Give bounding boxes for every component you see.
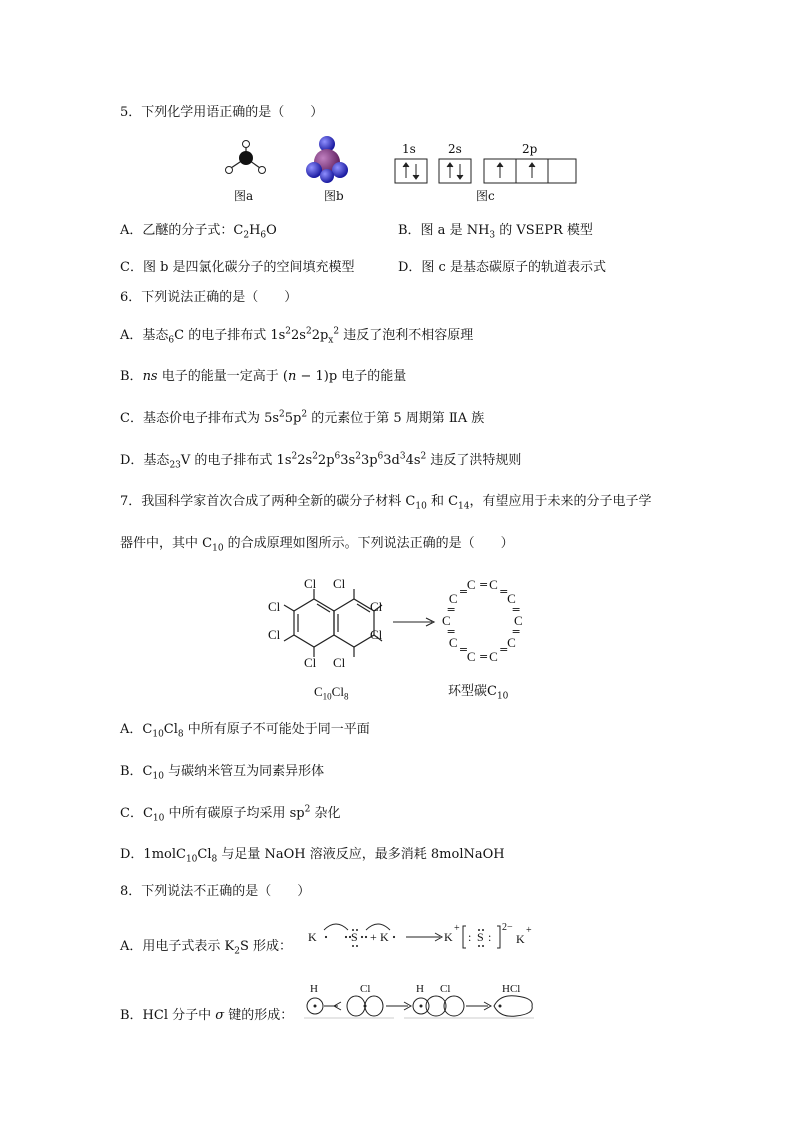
q6-d-text: 违反了洪特规则 [426,453,522,468]
q7-d-text: Cl [197,847,212,862]
q7-text: 和 C [426,494,459,509]
q6-b-text: − 1)p 电子的能量 [296,369,407,384]
ring-carbon-atom: C [448,590,458,606]
q7-c-text: C．C [120,806,153,821]
q6-a-sub: 6 [168,335,175,346]
caption-sub: 10 [322,691,332,702]
fig-c-orbital-diagram [392,140,582,188]
q5-b-text: 的 VSEPR 模型 [495,223,593,238]
caption-text: C [314,684,323,699]
q5-stem: 5．下列化学用语正确的是（ ） [120,105,324,120]
ring-double-bond: = [479,577,489,591]
hcl-sigma-bond-diagram [304,978,538,1024]
q5-b-sub: 3 [489,230,496,241]
q8-option-b[interactable] [120,1007,293,1025]
fig-b-space-filling-model [302,132,352,188]
ring-carbon-atom: C [507,590,516,606]
q7-d-text: D．1molC [120,847,186,862]
ring-carbon-atom: C [466,649,476,665]
q7-b-text: B．C [120,764,153,779]
q6-a-text: C 的电子排布式 1s [174,328,286,343]
q5-a-sub: 6 [260,230,267,241]
cl-label: Cl [333,576,346,591]
fig-b-caption: 图b [324,189,344,203]
q6-d-text: 3s [340,453,356,468]
q6-b-italic: ns [142,369,158,384]
q6-d-sup: 2 [355,451,361,462]
q7-a-text: 中所有原子不可能处于同一平面 [183,722,370,737]
q7-d-text: 与足量 NaOH 溶液反应，最多消耗 8molNaOH [217,847,505,862]
q6-a-sup: 2 [285,326,292,337]
h-atom [243,141,250,148]
q7-text: 7．我国科学家首次合成了两种全新的碳分子材料 C [120,494,416,509]
ring-double-bond: = [446,625,456,639]
ring-carbon-atom: C [514,613,523,628]
q7-a-text: A．C [120,722,153,737]
s-atom: S [351,930,358,944]
cl-label: Cl [268,627,281,642]
fig-c-caption: 图c [476,189,495,203]
q7-b-sub: 10 [152,771,164,782]
ring-double-bond: = [499,643,509,657]
ring-double-bond: = [511,625,521,639]
q7-text: ，有望应用于未来的分子电子学 [469,494,652,509]
ring-carbon-atom: C [466,576,476,592]
cl-label: Cl [360,983,371,995]
q6-d-text: 2p [317,453,335,468]
q6-b-text: 电子的能量一定高于 ( [157,369,288,384]
q6-stem: 6．下列说法正确的是（ ） [120,290,298,305]
q6-a-text: 2s [291,328,306,343]
h-atom [226,167,233,174]
ring-double-bond: = [458,643,469,657]
q7-d-sub: 8 [211,854,218,865]
ring-carbon-atom: C [448,635,458,651]
colon: : [468,930,472,944]
q7-stem-line2 [120,535,514,553]
q6-d-sup: 2 [312,451,318,462]
fig-a-caption: 图a [234,189,254,203]
cyclo-c10-caption [448,683,508,701]
q6-option-a[interactable] [120,327,473,345]
q5-option-a[interactable] [120,222,277,240]
q6-d-text: V 的电子排布式 1s [180,453,292,468]
q8-option-a[interactable] [120,938,292,956]
q6-d-sup: 2 [420,451,427,462]
ring-carbon-atom: C [489,649,498,665]
k-ion: K [516,932,525,946]
q7-sub: 10 [415,501,427,512]
ring-carbon-atom: C [489,576,498,592]
q7-a-sub: 10 [152,729,164,740]
q5-a-sub: 2 [243,230,250,241]
k-atom: K [308,930,317,944]
q5-option-d[interactable]: D．图 c 是基态碳原子的轨道表示式 [398,260,606,275]
q6-option-b[interactable] [120,368,406,386]
plus-sign: + [370,930,377,944]
q5-option-c[interactable]: C．图 b 是四氯化碳分子的空间填充模型 [120,260,355,275]
q7-option-d[interactable] [120,846,505,864]
h-label: H [310,983,318,995]
q6-d-text: D．基态 [120,453,170,468]
caption-text: 环型碳C [448,684,497,699]
q5-a-text: A．乙醚的分子式：C [120,223,244,238]
cl-label: Cl [333,655,346,670]
q8-b-text: 键的形成： [224,1008,294,1023]
cl-label: Cl [370,599,383,614]
q6-c-text: 5p [284,411,302,426]
caption-sub: 8 [343,691,349,702]
cl-label: Cl [304,655,317,670]
cyclo-c10-ring [438,574,528,668]
q8-a-text: A．用电子式表示 K [120,939,235,954]
q5-b-text: B．图 a 是 NH [398,223,490,238]
q7-a-text: Cl [163,722,178,737]
orbital-label-1s: 1s [402,142,416,156]
q7-option-a[interactable] [120,721,370,739]
c10cl8-caption [314,683,348,701]
q6-d-sup: 6 [334,451,341,462]
q6-a-sup: 2 [305,326,312,337]
q6-c-text: C．基态价电子排布式为 5s [120,411,280,426]
q7-c-text: 杂化 [310,806,341,821]
q6-d-text: 4s [405,453,421,468]
cl-label: Cl [370,627,383,642]
q7-option-c[interactable] [120,805,341,823]
q8-b-text: B．HCl 分子中 [120,1008,216,1023]
orbital-label-2p: 2p [522,142,538,156]
h-label: H [416,983,424,995]
q6-a-sub: x [328,335,334,346]
q5-a-text: O [266,223,277,238]
q6-c-sup: 2 [279,409,285,420]
h-atom [259,167,266,174]
q8-a-text: S 形成： [239,939,293,954]
q7-a-sub: 8 [177,729,184,740]
q6-b-text: B． [120,369,143,384]
c10cl8-structure [262,573,392,673]
q6-a-text: 2p [311,328,329,343]
s-ion-charge: 2− [502,922,513,933]
q8-stem: 8．下列说法不正确的是（ ） [120,884,311,899]
k-ion-charge: + [454,923,460,934]
q6-c-text: 的元素位于第 5 周期第 ⅡA 族 [307,411,485,426]
ring-double-bond: = [479,650,489,664]
q5-option-b[interactable] [398,222,593,240]
q5-a-text: H [249,223,261,238]
q6-option-c[interactable] [120,410,484,428]
reaction-arrow [392,616,436,628]
ring-double-bond: = [446,602,456,616]
q7-sub: 14 [458,501,470,512]
q8-a-sub: 2 [234,946,240,957]
ring-carbon-atom: C [442,613,451,628]
cl-label: Cl [268,599,281,614]
q6-d-sup: 2 [291,451,298,462]
s-ion: S [477,930,484,944]
q7-c-sub: 10 [152,813,165,824]
q7-text: 的合成原理如图所示。下列说法正确的是（ ） [223,536,514,551]
q6-a-text: 违反了泡利不相容原理 [339,328,474,343]
q6-d-text: 2s [297,453,313,468]
orbital-label-2s: 2s [448,142,462,156]
q7-c-sup: 2 [304,804,311,815]
k2s-electron-formula [306,918,538,960]
q6-d-sub: 23 [169,460,181,471]
ring-carbon-atom: C [507,635,516,651]
cl-label: Cl [440,983,451,995]
k-ion-charge: + [526,925,532,936]
q6-d-sup: 3 [399,451,406,462]
q6-c-sup: 2 [301,409,308,420]
sigma-symbol: σ [215,1008,225,1023]
q6-a-sup: 2 [333,326,340,337]
caption-text: Cl [331,684,344,699]
q6-option-d[interactable] [120,452,521,470]
cl-label: Cl [304,576,317,591]
k-atom: K [380,930,389,944]
ring-double-bond: = [458,584,469,598]
hcl-label: HCl [502,983,521,995]
q7-d-sub: 10 [185,854,198,865]
colon: : [488,930,492,944]
ring-double-bond: = [511,602,521,616]
n-atom [239,151,253,165]
q7-option-b[interactable] [120,763,324,781]
q6-d-sup: 6 [377,451,384,462]
q7-b-text: 与碳纳米管互为同素异形体 [163,764,325,779]
caption-sub: 10 [496,691,509,702]
q6-a-text: A．基态 [120,328,169,343]
q7-c-text: 中所有碳原子均采用 sp [164,806,305,821]
k-ion: K [444,930,453,944]
q7-text: 器件中，其中 C [120,536,213,551]
q7-stem-line1 [120,493,652,511]
q6-d-text: 3p [360,453,378,468]
ring-double-bond: = [499,584,509,598]
q7-sub: 10 [212,543,224,554]
q6-b-italic: n [287,369,297,384]
q6-d-text: 3d [383,453,400,468]
